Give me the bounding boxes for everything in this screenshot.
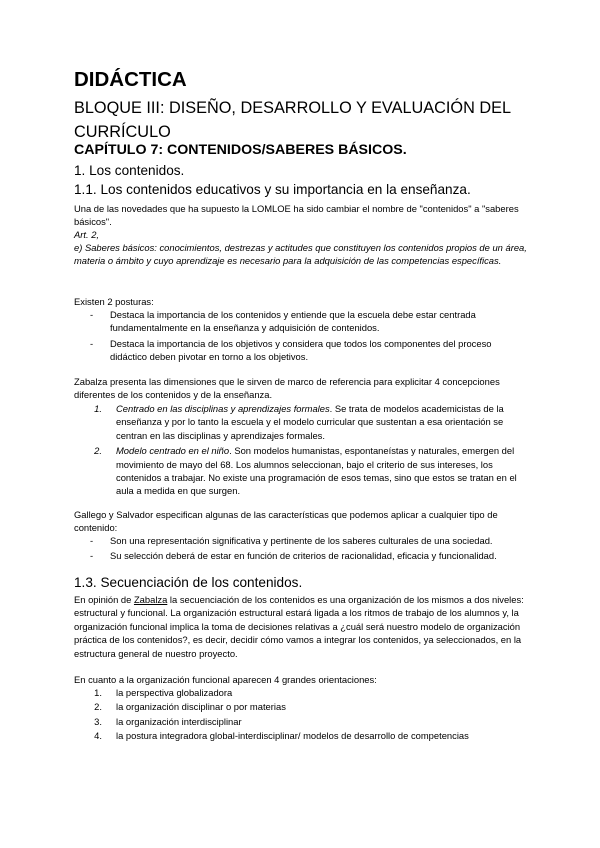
- document-title: DIDÁCTICA: [74, 68, 187, 91]
- postures-intro: Existen 2 posturas:: [74, 296, 154, 307]
- gallego-paragraph: Gallego y Salvador especifican algunas de las características que podemos aplicar a cualquier tipo de contenido:: [74, 509, 498, 534]
- section-heading-1-1: 1.1. Los contenidos educativos y su importancia en la enseñanza.: [74, 182, 471, 197]
- list-item: 3. la organización interdisciplinar: [94, 715, 242, 727]
- organization-list: [92, 686, 532, 744]
- zabalza-link[interactable]: Zabalza: [133, 594, 168, 605]
- list-item: - Destaca la importancia de los objetivos y considera que todos los componentes del proceso didáctico deben pivotar en torno a los objetivos.: [90, 337, 492, 363]
- list-item: 1. la perspectiva globalizadora: [94, 687, 233, 698]
- list-item: 2. Modelo centrado en el niño. Son modelos humanistas, espontaneístas y naturales, emergen del movimiento de mayo del 68. Los alumnos seleccionan, bajo el criterio de sus intereses, los contenidos a trabajar. No existe una programación de esos temas, sino que estos se tratan en el aula a medida en que surgen.: [94, 445, 517, 497]
- section-heading-1-3: 1.3. Secuenciación de los contenidos.: [74, 575, 303, 590]
- postures-list: [86, 308, 522, 366]
- zabalza-list: [92, 402, 524, 500]
- list-item: - Su selección deberá de estar en función de criterios de racionalidad, eficacia y funcionalidad.: [90, 550, 497, 562]
- section-heading-1: 1. Los contenidos.: [74, 163, 185, 178]
- list-item: 1. Centrado en las disciplinas y aprendizajes formales. Se trata de modelos academicistas de la enseñanza y por lo tanto la escuela y el modelo curricular que sustentan a esa orientación se centran en las disciplinas y aprendizajes formales.: [94, 403, 504, 441]
- list-item: - Son una representación significativa y pertinente de los saberes culturales de una sociedad.: [90, 535, 493, 546]
- gallego-list: [86, 534, 528, 565]
- chapter-title: CAPÍTULO 7: CONTENIDOS/SABERES BÁSICOS.: [74, 142, 407, 158]
- article-definition: e) Saberes básicos: conocimientos, destrezas y actitudes que constituyen los contenidos propios de un área, materia o ámbito y cuyo aprendizaje es necesario para la adquisición de las competencias específicas.: [74, 242, 527, 267]
- zabalza-paragraph: Zabalza presenta las dimensiones que le sirven de marco de referencia para explicitar 4 concepciones diferentes de los contenidos y de la enseñanza.: [74, 376, 500, 401]
- list-item: - Destaca la importancia de los contenidos y entiende que la escuela debe estar centrada fundamentalmente en la enseñanza y adquisición de contenidos.: [90, 309, 476, 334]
- intro-paragraph: Una de las novedades que ha supuesto la LOMLOE ha sido cambiar el nombre de "contenidos" a "saberes básicos".: [74, 203, 519, 228]
- list-item: 2. la organización disciplinar o por materias: [94, 701, 286, 713]
- organization-intro: En cuanto a la organización funcional aparecen 4 grandes orientaciones:: [74, 674, 377, 685]
- article-reference: Art. 2,: [74, 229, 100, 240]
- list-item: 4. la postura integradora global-interdisciplinar/ modelos de desarrollo de competencias: [94, 730, 469, 742]
- block-title: BLOQUE III: DISEÑO, DESARROLLO Y EVALUACIÓN DEL CURRÍCULO: [74, 99, 511, 141]
- sequencing-paragraph: En opinión de Zabalza la secuenciación de los contenidos es una organización de los mismos a dos niveles: estructural y funcional. La organización estructural estará ligada a los ritmos de trabajo de los alumnos y, la organización funcional implica la toma de decisiones relativas a ¿cuál será nuestro modelo de organización práctica de los contenidos?, es decir, decidir cómo vamos a integrar los contenidos, ya seleccionados, en la estructura general de nuestro proyecto.: [74, 594, 524, 659]
